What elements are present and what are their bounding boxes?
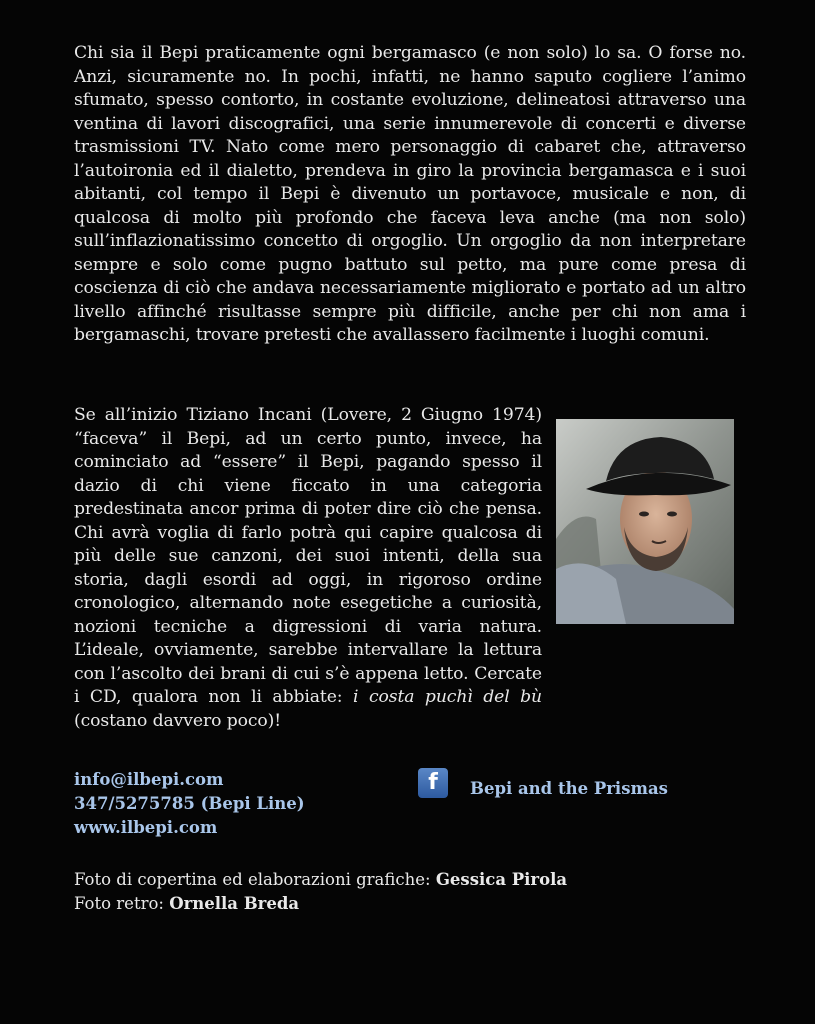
cover-credit-label: Foto di copertina ed elaborazioni grafiche: [74,870,436,889]
author-photo [556,419,734,624]
back-credit [74,892,567,916]
biography-paragraph [74,404,542,733]
contact-block [74,768,305,840]
back-credit-name: Ornella Breda [169,894,300,913]
facebook-page-label[interactable]: Bepi and the Prismas [470,779,668,798]
facebook-link[interactable] [418,767,668,798]
cover-credit [74,868,567,892]
biography-italic-phrase: i costa puchì del bù [353,687,542,707]
cover-credit-name: Gessica Pirola [435,870,568,889]
facebook-icon[interactable]: f [418,768,448,798]
email-link[interactable]: info@ilbepi.com [74,770,224,789]
biography-text: Se all’inizio Tiziano Incani (Lovere, 2 Giugno 1974) “faceva” il Bepi, ad un certo punto, invece, ha cominciato ad “essere” il Bepi, pagando spesso il dazio di chi viene ficcato in una categoria predestinata ancor prima di poter dire ciò che pensa. Chi avrà voglia di farlo potrà qui capire qualcosa di più delle sue canzoni, dei suoi intenti, della sua storia, dagli esordi ad oggi, in rigoroso ordine cronologico, alternando note esegetiche a curiosità, nozioni tecniche a digressioni di varia natura. L’ideale, ovviamente, sarebbe intervallare la lettura con l’ascolto dei brani di cui s’è appena letto. Cercate i CD, qualora non li abbiate: [74,405,542,707]
biography-tail: (costano davvero poco)! [74,710,282,731]
photo-credits [74,868,567,916]
author-portrait-image [556,419,734,624]
phone-number: 347/5275785 (Bepi Line) [74,794,305,813]
intro-paragraph: Chi sia il Bepi praticamente ogni bergamasco (e non solo) lo sa. O forse no. Anzi, sicuramente no. In pochi, infatti, ne hanno saputo cogliere l’animo sfumato, spesso contorto, in costante evoluzione, delineatosi attraverso una ventina di lavori discografici, una serie innumerevole di concerti e diverse trasmissioni TV. Nato come mero personaggio di cabaret che, attraverso l’autoironia ed il dialetto, prendeva in giro la provincia bergamasca e i suoi abitanti, col tempo il Bepi è divenuto un portavoce, musicale e non, di qualcosa di molto più profondo che faceva leva anche (ma non solo) sull’inflazionatissimo concetto di orgoglio. Un orgoglio da non interpretare sempre e solo come pugno battuto sul petto, ma pure come presa di coscienza di ciò che andava necessariamente migliorato e portato ad un altro livello affinché risultasse sempre più difficile, anche per chi non ama i bergamaschi, trovare pretesti che avallassero facilmente i luoghi comuni. [74,43,746,345]
website-link[interactable]: www.ilbepi.com [74,818,218,837]
back-credit-label: Foto retro: [74,894,170,913]
